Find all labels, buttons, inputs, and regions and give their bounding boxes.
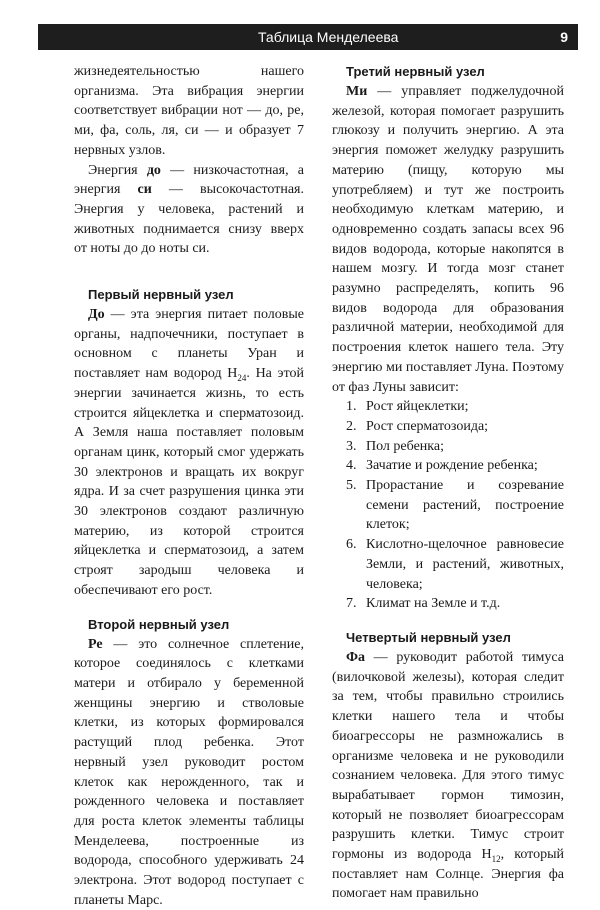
section-fourth-node: Фа — руководит работой тимуса (вилочковой железы), которая следит за тем, чтобы правильно строились клетки нашего тела и чтобы биоагрессоры не размножались в организме человека и не руководили сознанием человека. Для этого тимус вырабатывает гормон тимозин, который не позволяет биоагрессорам разрушить клетки. Тимус строит гормоны из водорода $Н_{12}$, который поставляет нам Солнце. Энергия фа помогает нам правильно bbox=[332, 649, 564, 902]
list-item: 2. Рост сперматозоида; bbox=[346, 418, 489, 434]
section-first-node: До — эта энергия питает половые органы, надпочечники, поступает в основном с планеты Уран и поставляет нам водород $Н_{24}$. На этой энергии зачинается жизнь, то есть строится яйцеклетка и сперматозоид. А Земля наша поставляет половым органам цинк, который смог удержать 30 электронов и вращать их вокруг ядра. И за счет разрушения цинка эти 30 электронов создают различную материю, из которой строится яйцеклетка и сперматозоид, а затем строят зародыш человека и обеспечивают его рост. bbox=[74, 307, 304, 598]
moon-phase-list bbox=[332, 397, 564, 614]
list-item: 5. Прорастание и созревание семени растений, построение клеток; bbox=[346, 478, 564, 533]
heading-third-node: Третий нервный узел bbox=[346, 64, 485, 79]
heading-second-node: Второй нервный узел bbox=[88, 616, 230, 632]
section-third-node: Ми — управляет поджелудочной железой, которая помогает разрушить глюкозу и получить энергию. А эта энергия поможет желудку разрушить материю (пищу, которую мы употребляем) и тут же построить необходимую клеткам материю, и одновременно создать запасы всех 96 видов водорода, которые накопятся в нашем мозгу. И тогда мозг станет разумно распределять, копить 96 видов водорода для образования различной материи, необходимой для построения клеток нашего тела. Эту энергию ми поставляет Луна. Поэтому от фаз Луны зависит: bbox=[332, 84, 564, 395]
paragraph-energy: Энергия до — низкочастотная, а энергия си — высокочастотная. Энергия у человека, растений и животных поднимается снизу вверх от ноты до до ноты си. bbox=[74, 162, 304, 257]
section-second-node: Ре — это солнечное сплетение, которое соединялось с клетками матери и отбирало у беременной женщины энергию и стволовые клетки, из которых формировался растущий плод ребенка. Этот нервный узел руководит ростом клеток как нерожденного, так и рожденного человека и поставляет для роста клеток элементы таблицы Менделеева, построенные из водорода, способного удерживать 24 электрона. Этот водород поступает с планеты Марс. bbox=[74, 636, 304, 908]
page-number: 9 bbox=[560, 29, 568, 45]
list-item: 7. Климат на Земле и т.д. bbox=[346, 596, 501, 612]
running-title: Таблица Менделеева bbox=[258, 29, 399, 45]
list-item: 1. Рост яйцеклетки; bbox=[346, 399, 469, 415]
list-item: 6. Кислотно-щелочное равновесие Земли, и растений, животных, человека; bbox=[346, 537, 564, 592]
list-item: 3. Пол ребенка; bbox=[346, 438, 444, 454]
page-header bbox=[38, 24, 578, 50]
right-column bbox=[332, 62, 564, 904]
paragraph-continuation: жизнедеятельностью нашего организма. Эта вибрация энергии соответствует вибрации нот — до, ре, ми, фа, соль, ля, си — и образует 7 нервных узлов. bbox=[74, 64, 304, 158]
heading-first-node: Первый нервный узел bbox=[88, 287, 234, 303]
list-item: 4. Зачатие и рождение ребенка; bbox=[346, 458, 538, 474]
heading-fourth-node: Четвертый нервный узел bbox=[346, 629, 511, 645]
left-column bbox=[74, 62, 304, 910]
